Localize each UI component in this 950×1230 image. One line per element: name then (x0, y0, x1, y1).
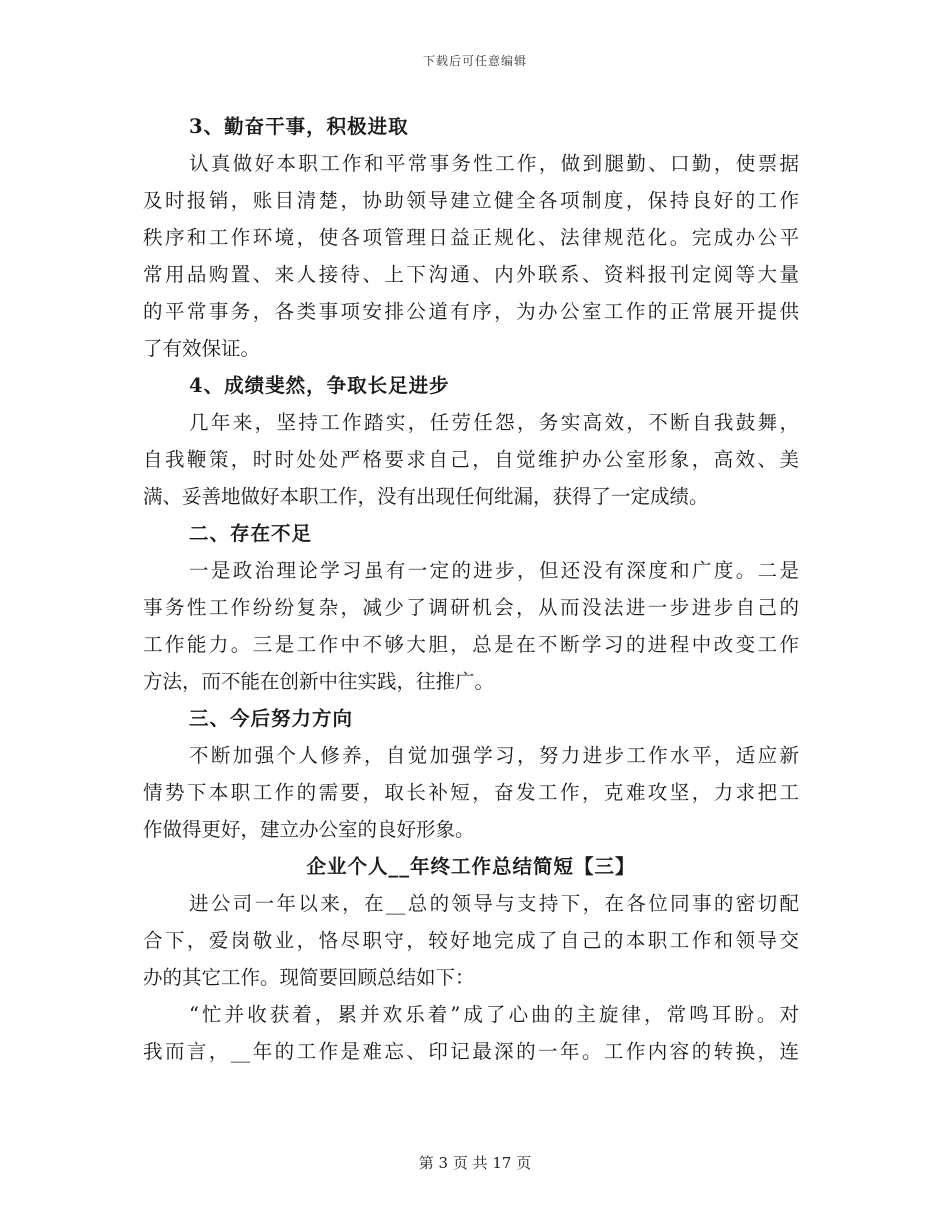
body-line: 了有效保证。 (143, 337, 261, 360)
body-line: “忙并收获着，累并欢乐着”成了心曲的主旋律，常鸣耳盼。对 (189, 1003, 799, 1026)
body-line: 不断加强个人修养，自觉加强学习，努力进步工作水平，适应新 (189, 744, 799, 767)
body-line: 进公司一年以来，在__总的领导与支持下，在各位同事的密切配 (189, 892, 799, 915)
section-heading: 3、勤奋干事，积极进取 (189, 115, 409, 138)
body-line: 合下，爱岗敬业，恪尽职守，较好地完成了自己的本职工作和领导交 (143, 929, 799, 952)
body-line: 及时报销，账目清楚，协助领导建立健全各项制度，保持良好的工作 (143, 189, 799, 212)
article-title: 企业个人__年终工作总结简短【三】 (306, 855, 636, 878)
document-body (143, 108, 799, 1070)
body-line: 事务性工作纷纷复杂，减少了调研机会，从而没法进一步进步自己的 (143, 596, 799, 619)
body-line: 认真做好本职工作和平常事务性工作，做到腿勤、口勤，使票据 (189, 152, 799, 175)
body-line: 一是政治理论学习虽有一定的进步，但还没有深度和广度。二是 (189, 559, 799, 582)
header-note: 下载后可任意编辑 (422, 54, 527, 68)
body-line: 办的其它工作。现简要回顾总结如下： (143, 966, 475, 989)
body-line: 的平常事务，各类事项安排公道有序，为办公室工作的正常展开提供 (143, 300, 799, 323)
body-line: 自我鞭策，时时处处严格要求自己，自觉维护办公室形象，高效、美 (143, 448, 799, 471)
body-line: 常用品购置、来人接待、上下沟通、内外联系、资料报刊定阅等大量 (143, 263, 799, 286)
body-line: 秩序和工作环境，使各项管理日益正规化、法律规范化。完成办公平 (143, 226, 799, 249)
page-number: 第 3 页 共 17 页 (418, 1154, 532, 1172)
body-line: 满、妥善地做好本职工作，没有出现任何纰漏，获得了一定成绩。 (143, 485, 709, 508)
section-heading: 二、存在不足 (189, 522, 313, 545)
body-line: 作做得更好，建立办公室的良好形象。 (143, 818, 475, 841)
body-line: 方法，而不能在创新中往实践，往推广。 (143, 670, 495, 693)
body-line: 几年来，坚持工作踏实，任劳任怨，务实高效，不断自我鼓舞， (189, 411, 799, 434)
body-line: 我而言，__年的工作是难忘、印记最深的一年。工作内容的转换，连 (143, 1040, 799, 1063)
section-heading: 三、今后努力方向 (189, 707, 354, 730)
body-line: 工作能力。三是工作中不够大胆，总是在不断学习的进程中改变工作 (143, 633, 799, 656)
body-line: 情势下本职工作的需要，取长补短，奋发工作，克难攻坚，力求把工 (143, 781, 799, 804)
section-heading: 4、成绩斐然，争取长足进步 (189, 374, 450, 397)
